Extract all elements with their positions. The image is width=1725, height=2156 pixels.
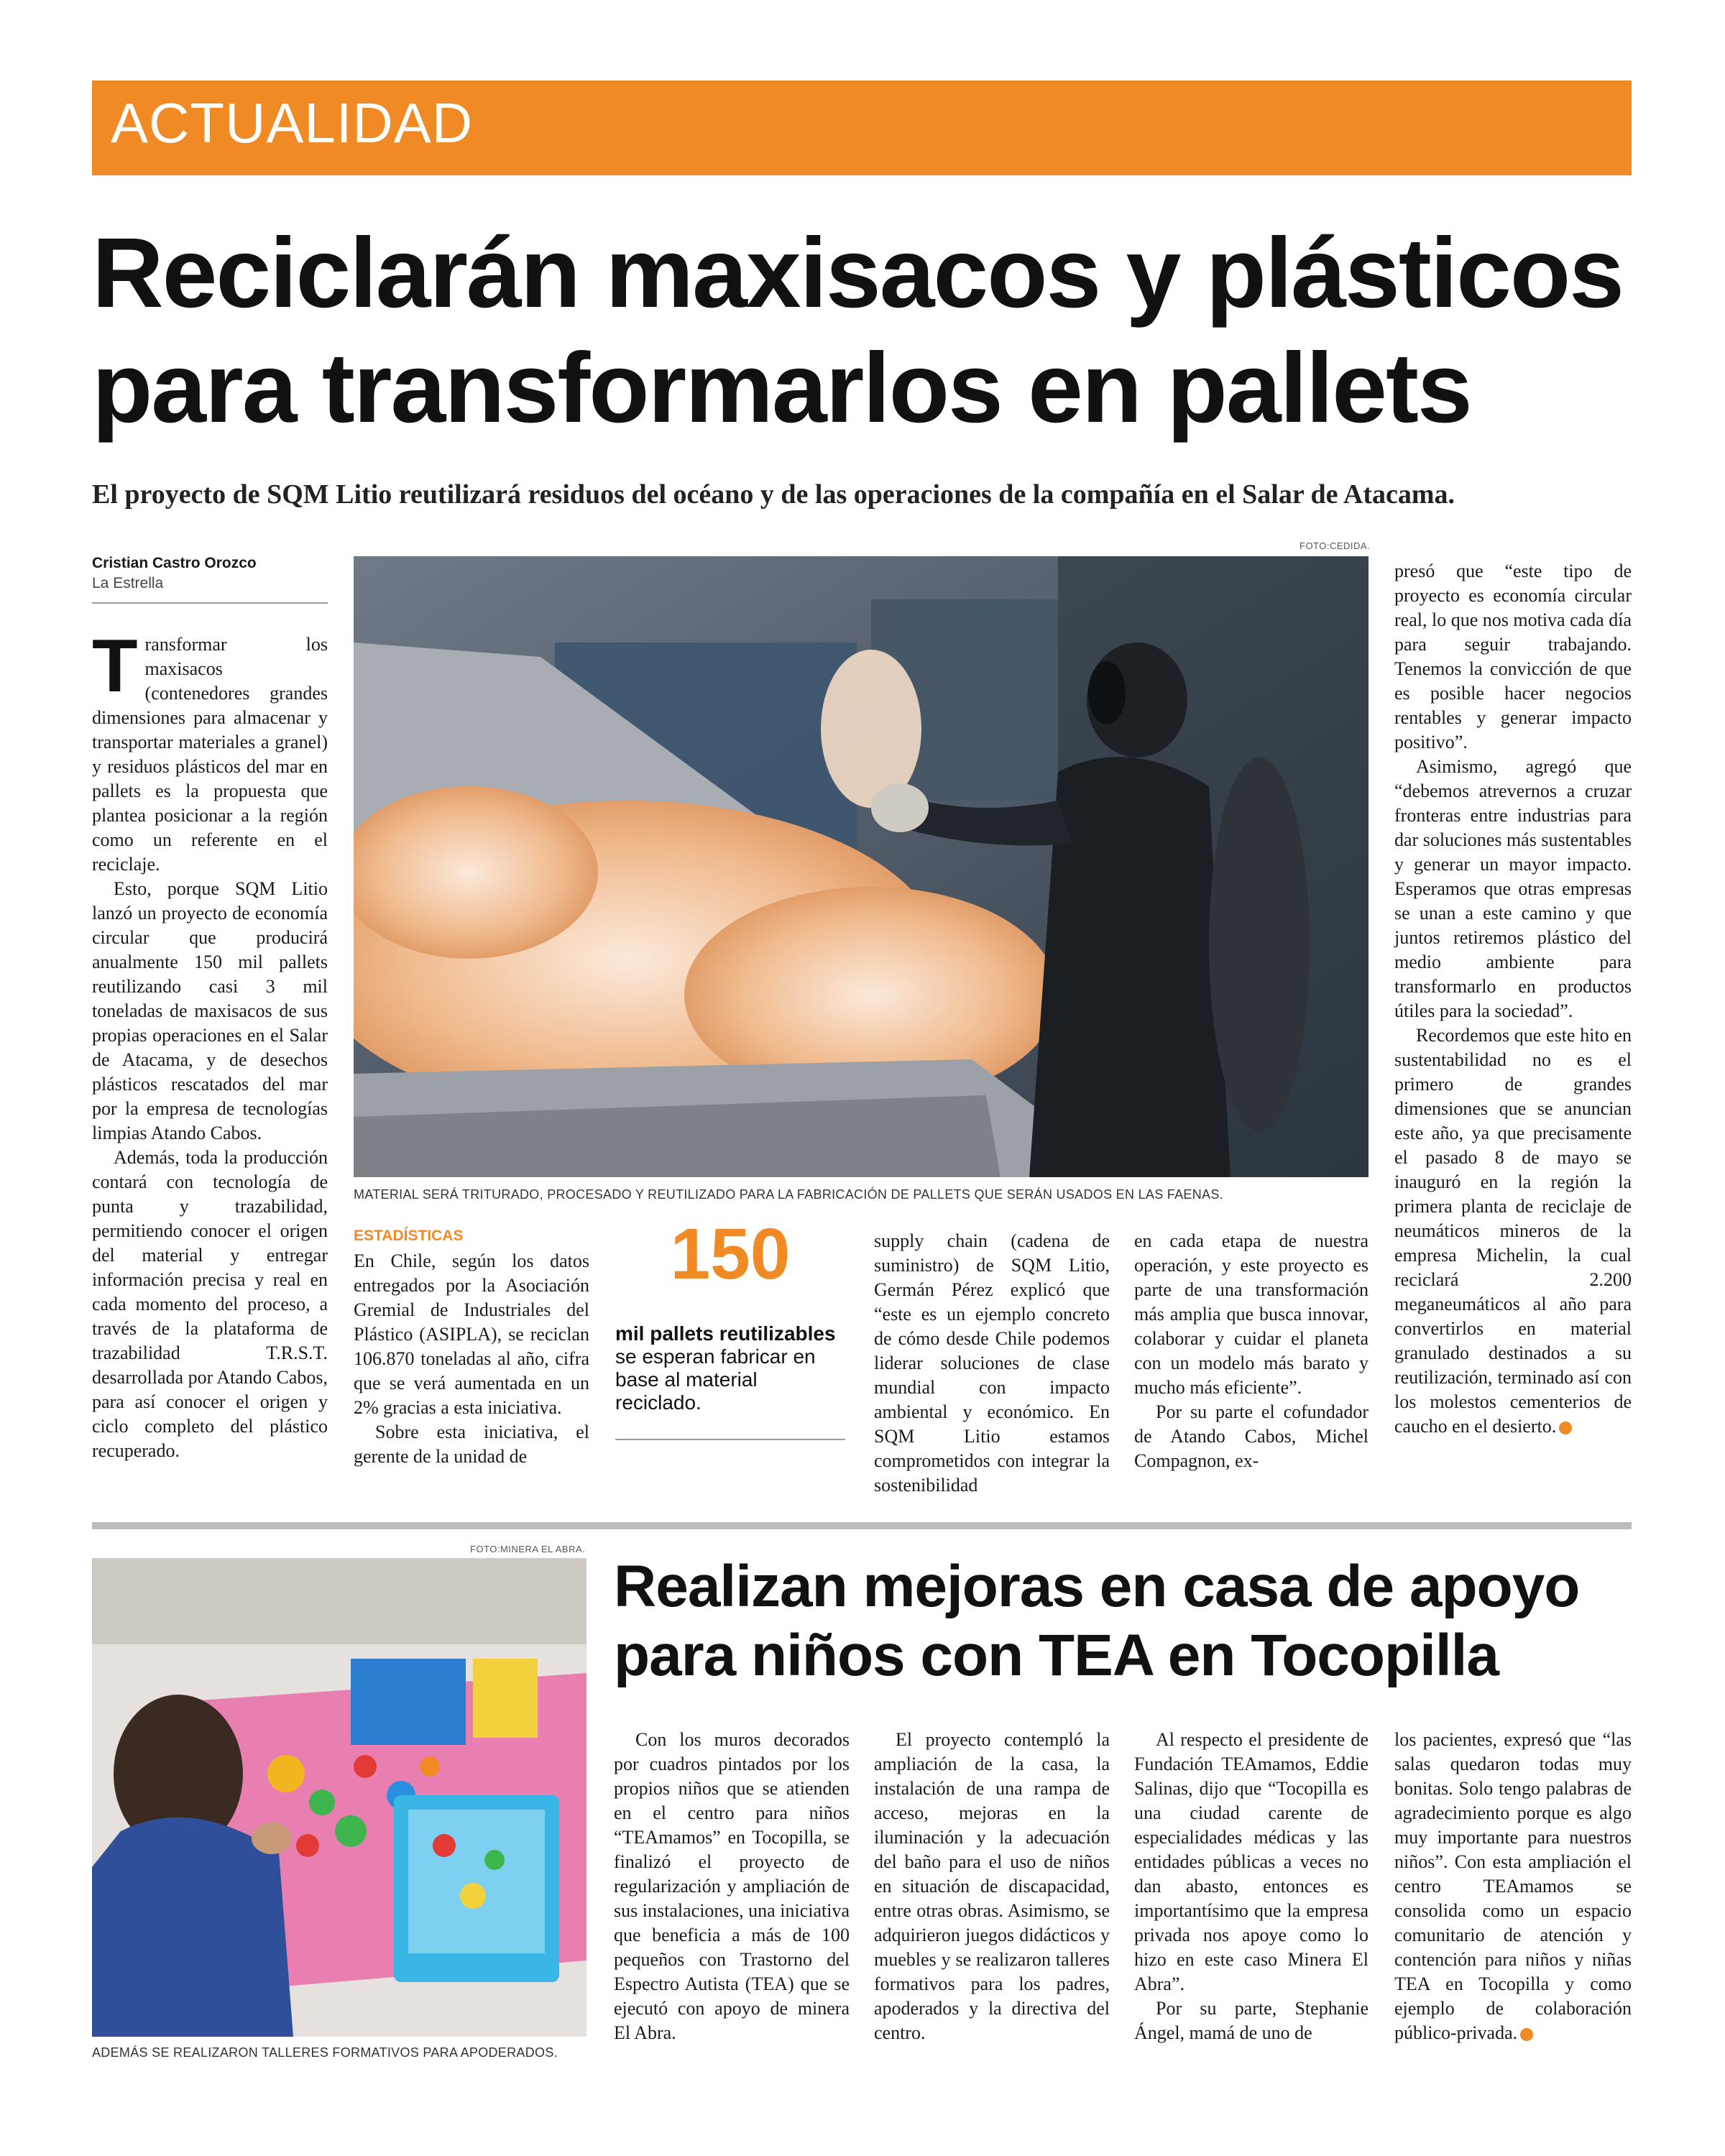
paragraph: supply chain (cadena de suministro) de SQM Litio, Germán Pérez explicó que “este es un ejemplo concreto de cómo desde Chile podemos liderar soluciones de clase mundial con impacto ambiental y económico. En SQM Litio estamos comprometidos con integrar la sostenibilidad <box>874 1230 1110 1496</box>
author-name: Cristian Castro Orozco <box>92 555 257 571</box>
article-column-6 <box>1394 559 1632 1439</box>
paragraph: Esto, porque SQM Litio lanzó un proyecto de economía circular que producirá anualmente 150 mil pallets reutilizando casi 3 mil toneladas de maxisacos de sus propias operaciones en el Salar de Atacama, y de desechos plásticos rescatados del mar por la empresa de tecnologías limpias Atando Cabos. <box>92 878 328 1143</box>
highlight-caption-bold: mil pallets reutilizables <box>615 1322 836 1345</box>
end-mark-icon <box>1520 2028 1533 2041</box>
end-mark-icon <box>1559 1422 1572 1434</box>
section-bar <box>92 80 1632 175</box>
paragraph: Por su parte, Stephanie Ángel, mamá de uno de <box>1134 1998 1368 2043</box>
paragraph: Asimismo, agregó que “debemos atrevernos a cruzar fronteras entre industrias para dar soluciones más sustentables y generar un mayor impacto. Esperamos que otras empresas se unan a este camino y que juntos retiremos plástico del medio ambiente para transformarlo en productos útiles para la sociedad”. <box>1394 756 1632 1021</box>
paragraph: Recordemos que este hito en sustentabilidad no es el primero de grandes dimensiones que se anuncian este año, ya que precisamente el pasado 8 de mayo se inauguró en la región la primera planta de reciclaje de neumáticos mineros de la empresa Michelin, la cual reciclará 2.200 meganeumáticos al año para convertirlos en material granulado destinados a su reutilización, terminado así con los molestos cementerios de caucho en el desierto. <box>1394 1025 1632 1437</box>
headline-2 <box>614 1552 1634 1690</box>
headline-2-line-1: Realizan mejoras en casa de apoyo <box>614 1554 1580 1619</box>
article2-column-2 <box>874 1728 1110 2045</box>
paragraph: Sobre esta iniciativa, el gerente de la unidad de <box>354 1422 589 1467</box>
highlight-number: 150 <box>670 1214 791 1294</box>
paragraph: Además, toda la producción contará con tecnología de punta y trazabilidad, permitiendo conocer el origen del material y entregar información precisa y real en cada momento del proceso, a través de la plataforma de trazabilidad T.R.S.T. desarrollada por Atando Cabos, para así conocer el origen y ciclo completo del plástico recuperado. <box>92 1147 328 1461</box>
drop-cap: T <box>92 625 138 708</box>
byline-rule <box>92 602 328 604</box>
highlight-caption-rest: se esperan fabricar en base al material reciclado. <box>615 1345 816 1414</box>
article2-column-4 <box>1394 1728 1632 2045</box>
paragraph: en cada etapa de nuestra operación, y este proyecto es parte de una transformación más amplia que busca innovar, colaborar y cuidar el planeta con un modelo más barato y mucho más eficiente”. <box>1134 1230 1368 1398</box>
paragraph: Al respecto el presidente de Fundación TEAmamos, Eddie Salinas, dijo que “Tocopilla es una ciudad carente de especialidades médicas y las entidades públicas a veces no dan abasto, entonces es importantísimo que la empresa privada nos apoye como lo hizo en este caso Minera El Abra”. <box>1134 1729 1368 1994</box>
recycling-photo <box>354 556 1368 1177</box>
article2-column-1 <box>614 1728 850 2045</box>
paragraph: En Chile, según los datos entregados por la Asociación Gremial de Industriales del Plástico (ASIPLA), se reciclan 106.870 toneladas al año, cifra que se verá aumentada en un 2% gracias a esta iniciativa. <box>354 1250 589 1418</box>
statistics-label: ESTADÍSTICAS <box>354 1227 464 1244</box>
statistics-column <box>354 1249 589 1469</box>
headline-line-2: para transformarlos en pallets <box>92 333 1471 443</box>
paragraph: presó que “este tipo de proyecto es economía circular real, lo que nos motiva cada día para seguir trabajando. Tenemos la convicción de que es posible hacer negocios rentables y generar impacto positivo”. <box>1394 561 1632 752</box>
headline-line-1: Reciclarán maxisacos y plásticos <box>92 218 1623 328</box>
highlight-rule <box>615 1439 845 1440</box>
headline-2-line-2: para niños con TEA en Tocopilla <box>614 1623 1499 1688</box>
article2-column-3 <box>1134 1728 1368 2045</box>
section-label: ACTUALIDAD <box>111 91 474 155</box>
article-divider <box>92 1522 1632 1529</box>
children-center-photo <box>92 1558 586 2037</box>
paragraph: Con los muros decorados por cuadros pintados por los propios niños que se atienden en el centro para niños “TEAmamos” en Tocopilla, se finalizó el proyecto de regularización y ampliación de sus instalaciones, una iniciativa que beneficia a más de 100 pequeños con Trastorno del Espectro Autista (TEA) que se ejecutó con apoyo de minera El Abra. <box>614 1729 850 2043</box>
photo-credit-2: FOTO:MINERA EL ABRA. <box>470 1544 586 1554</box>
paragraph: los pacientes, expresó que “las salas quedaron todas muy bonitas. Solo tengo palabras de agradecimiento porque es algo muy importante para nuestros niños”. Con esta ampliación el centro TEAmamos se consolida como un espacio comunitario de atención y contención para niños y niñas TEA en Tocopilla y como ejemplo de colaboración público-privada. <box>1394 1729 1632 2043</box>
lead-paragraph: Transformar los maxisacos (contenedores grandes dimensiones para almacenar y transportar materiales a granel) y residuos plásticos del mar en pallets es la propuesta que plantea posicionar a la región como un referente en el reciclaje. <box>92 625 328 875</box>
publication-name: La Estrella <box>92 575 164 591</box>
photo-caption: MATERIAL SERÁ TRITURADO, PROCESADO Y REUTILIZADO PARA LA FABRICACIÓN DE PALLETS QUE SERÁN USADOS EN LAS FAENAS. <box>354 1187 1223 1202</box>
headline <box>92 216 1632 446</box>
photo-caption-2: ADEMÁS SE REALIZARON TALLERES FORMATIVOS PARA APODERADOS. <box>92 2045 558 2060</box>
article-column-1 <box>92 625 328 1463</box>
paragraph: El proyecto contempló la ampliación de la casa, la instalación de una rampa de acceso, mejoras en la iluminación y la adecuación del baño para el uso de niños en situación de discapacidad, entre otras obras. Asimismo, se adquirieron juegos didácticos y muebles y se realizaron talleres formativos para los padres, apoderados y la directiva del centro. <box>874 1729 1110 2043</box>
photo-credit: FOTO:CEDIDA. <box>1300 540 1371 551</box>
paragraph: Por su parte el cofundador de Atando Cabos, Michel Compagnon, ex- <box>1134 1401 1368 1471</box>
article-column-4 <box>874 1229 1110 1498</box>
article-column-5 <box>1134 1229 1368 1473</box>
highlight-caption <box>615 1322 845 1414</box>
deck: El proyecto de SQM Litio reutilizará residuos del océano y de las operaciones de la compañía en el Salar de Atacama. <box>92 479 1455 510</box>
